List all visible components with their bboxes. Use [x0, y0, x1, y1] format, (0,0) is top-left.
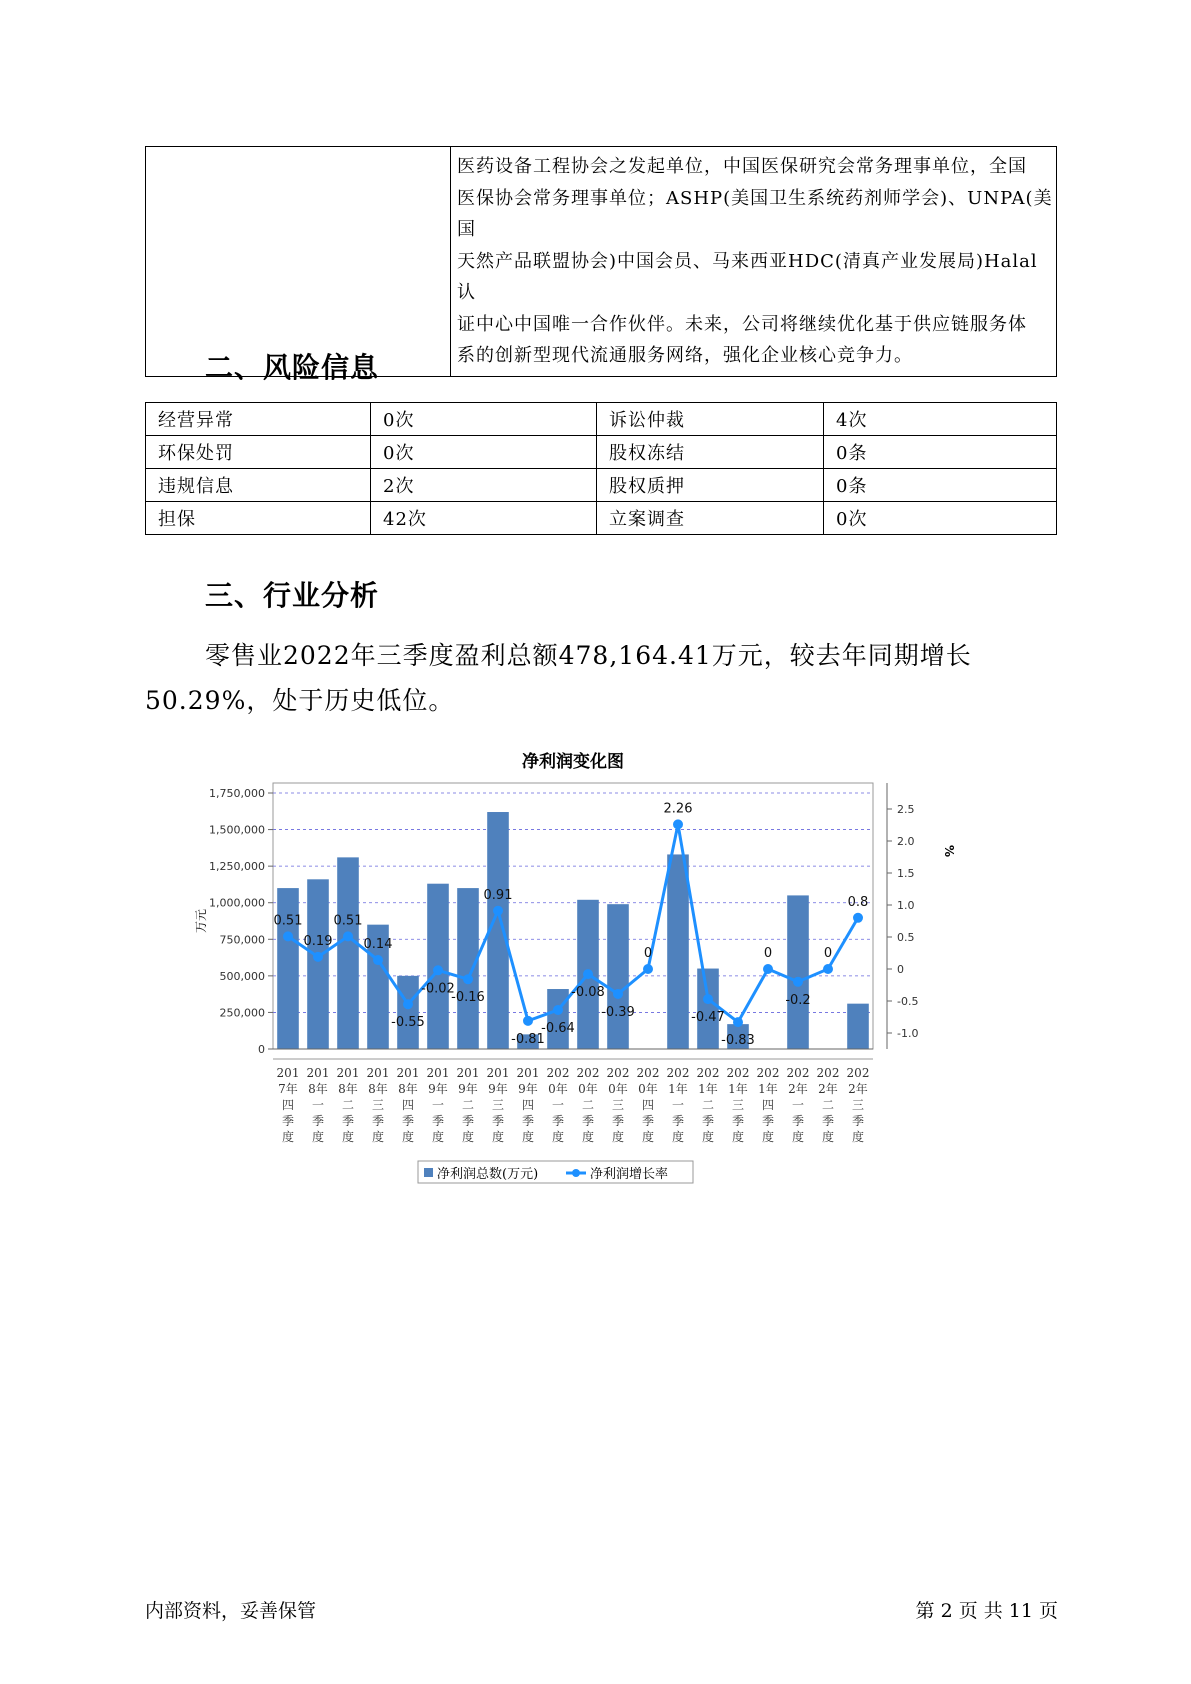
growth-point [523, 1016, 533, 1026]
growth-data-label: 0.51 [273, 913, 303, 929]
growth-point [403, 999, 413, 1009]
footer-note: 内部资料，妥善保管 [145, 1600, 317, 1622]
risk-cell: 2次 [371, 469, 597, 502]
y2-tick-label: -1.0 [897, 1027, 919, 1040]
growth-point [373, 955, 383, 965]
bar [337, 857, 359, 1049]
growth-data-label: -0.2 [785, 992, 811, 1008]
chart-title: 净利润变化图 [522, 752, 624, 772]
x-tick-label: 201 9年四季度 [516, 1066, 540, 1144]
risk-row [146, 436, 1057, 469]
growth-data-label: 0.8 [847, 894, 869, 910]
growth-point [793, 977, 803, 987]
intro-line: 医保协会常务理事单位；ASHP(美国卫生系统药剂师学会)、UNPA(美国 [457, 187, 1053, 240]
growth-point [703, 994, 713, 1004]
risk-cell: 0次 [371, 436, 597, 469]
bar [697, 969, 719, 1049]
growth-data-label: -0.81 [511, 1031, 545, 1047]
x-tick-label: 201 9年一季度 [426, 1066, 450, 1144]
growth-data-label: -0.47 [691, 1010, 725, 1026]
growth-point [763, 964, 773, 974]
bar [397, 976, 419, 1049]
x-tick-label: 202 0年四季度 [636, 1066, 660, 1144]
y2-tick-label: 0.5 [897, 931, 915, 944]
y2-tick-label: 1.5 [897, 867, 915, 880]
x-tick-label: 202 0年三季度 [606, 1066, 630, 1144]
y-tick-label: 500,000 [219, 969, 265, 983]
y2-tick-label: 1.0 [897, 899, 915, 912]
risk-cell: 4次 [824, 403, 1057, 436]
bar [787, 895, 809, 1049]
risk-cell: 担保 [146, 502, 371, 535]
y-tick-label: 0 [258, 1043, 265, 1056]
x-tick-label: 201 8年四季度 [396, 1066, 420, 1144]
risk-cell: 0条 [824, 436, 1057, 469]
growth-point [733, 1017, 743, 1027]
growth-point [433, 965, 443, 975]
growth-point [823, 964, 833, 974]
growth-data-label: -0.08 [571, 985, 605, 1001]
intro-table [145, 146, 1057, 377]
chart-svg [175, 745, 1035, 1215]
x-tick-label: 201 8年三季度 [366, 1066, 390, 1144]
y2-tick-label: 2.5 [897, 803, 915, 816]
bar [307, 879, 329, 1049]
x-tick-label: 201 8年二季度 [336, 1066, 360, 1144]
risk-table [145, 402, 1057, 535]
legend-line-label: 净利润增长率 [590, 1167, 669, 1182]
growth-point [553, 1005, 563, 1015]
risk-cell: 0次 [824, 502, 1057, 535]
growth-point [613, 989, 623, 999]
growth-data-label: -0.39 [601, 1004, 635, 1020]
growth-point [343, 931, 353, 941]
growth-point [313, 952, 323, 962]
risk-cell: 股权冻结 [597, 436, 824, 469]
risk-cell: 股权质押 [597, 469, 824, 502]
intro-text-cell [451, 147, 1057, 377]
y-tick-label: 750,000 [219, 933, 265, 947]
growth-point [283, 931, 293, 941]
y-axis-label: 万元 [194, 908, 208, 934]
growth-data-label: 0.51 [333, 913, 363, 929]
y2-tick-label: 0 [897, 963, 904, 976]
y2-tick-label: -0.5 [897, 995, 919, 1008]
growth-point [853, 913, 863, 923]
growth-point [583, 969, 593, 979]
bar [847, 1004, 869, 1049]
net-profit-chart [175, 745, 1035, 1215]
x-tick-label: 202 1年四季度 [756, 1066, 780, 1144]
legend-line-marker [572, 1169, 580, 1177]
growth-data-label: -0.83 [721, 1033, 755, 1049]
growth-data-label: 0.91 [483, 887, 513, 903]
x-tick-label: 202 0年二季度 [576, 1066, 600, 1144]
page-number: 第 2 页 共 11 页 [915, 1600, 1058, 1622]
x-tick-label: 202 2年三季度 [846, 1066, 870, 1144]
bar [667, 854, 689, 1049]
growth-point [493, 906, 503, 916]
growth-data-label: -0.64 [541, 1020, 575, 1036]
intro-left-cell [146, 147, 451, 377]
growth-data-label: 0.19 [303, 933, 333, 949]
y-tick-label: 250,000 [219, 1006, 265, 1020]
industry-paragraph: 零售业2022年三季度盈利总额478,164.41万元，较去年同期增长50.29%，处于历史低位。 [145, 641, 972, 715]
growth-point [673, 819, 683, 829]
x-tick-label: 202 2年一季度 [786, 1066, 810, 1144]
legend-bar-label: 净利润总数(万元) [437, 1167, 539, 1182]
x-tick-label: 202 1年二季度 [696, 1066, 720, 1144]
risk-row [146, 502, 1057, 535]
x-tick-label: 201 9年三季度 [486, 1066, 510, 1144]
growth-data-label: 0 [763, 946, 773, 961]
risk-cell: 0次 [371, 403, 597, 436]
bar [277, 888, 299, 1049]
bar [547, 989, 569, 1049]
risk-row [146, 469, 1057, 502]
intro-line: 证中心中国唯一合作伙伴。未来，公司将继续优化基于供应链服务体 [457, 313, 1027, 335]
risk-cell: 42次 [371, 502, 597, 535]
x-tick-label: 201 9年二季度 [456, 1066, 480, 1144]
growth-point [643, 964, 653, 974]
x-tick-label: 202 1年一季度 [666, 1066, 690, 1144]
growth-data-label: -0.55 [391, 1015, 425, 1031]
x-tick-label: 202 1年三季度 [726, 1066, 750, 1144]
growth-point [463, 974, 473, 984]
y-tick-label: 1,000,000 [209, 896, 265, 910]
risk-cell: 诉讼仲裁 [597, 403, 824, 436]
intro-line: 医药设备工程协会之发起单位，中国医保研究会常务理事单位，全国 [457, 156, 1027, 177]
risk-cell: 经营异常 [146, 403, 371, 436]
growth-data-label: -0.16 [451, 990, 485, 1006]
growth-data-label: 2.26 [663, 801, 693, 817]
risk-cell: 0条 [824, 469, 1057, 502]
bar [607, 904, 629, 1049]
plot-frame [273, 783, 873, 1049]
y-tick-label: 1,500,000 [209, 823, 265, 837]
legend-bar-swatch [424, 1168, 433, 1177]
risk-section-title: 二、风险信息 [205, 351, 380, 384]
y2-axis-label: % [942, 844, 956, 858]
risk-cell: 环保处罚 [146, 436, 371, 469]
risk-row [146, 403, 1057, 436]
growth-data-label: -0.02 [421, 981, 455, 997]
industry-section-title: 三、行业分析 [205, 579, 380, 612]
y2-tick-label: 2.0 [897, 835, 915, 848]
y-tick-label: 1,250,000 [209, 860, 265, 874]
growth-data-label: 0 [643, 946, 653, 961]
x-tick-label: 201 8年一季度 [306, 1066, 330, 1144]
x-tick-label: 202 2年二季度 [816, 1066, 840, 1144]
y-tick-label: 1,750,000 [209, 787, 265, 800]
risk-cell: 立案调查 [597, 502, 824, 535]
bar [457, 888, 479, 1049]
intro-line: 系的创新型现代流通服务网络，强化企业核心竞争力。 [457, 345, 913, 366]
x-tick-label: 201 7年四季度 [276, 1066, 300, 1144]
growth-data-label: 0.14 [363, 937, 393, 953]
growth-data-label: 0 [823, 946, 833, 961]
intro-line: 天然产品联盟协会)中国会员、马来西亚HDC(清真产业发展局)Halal认 [457, 250, 1038, 303]
risk-cell: 违规信息 [146, 469, 371, 502]
x-tick-label: 202 0年一季度 [546, 1066, 570, 1144]
